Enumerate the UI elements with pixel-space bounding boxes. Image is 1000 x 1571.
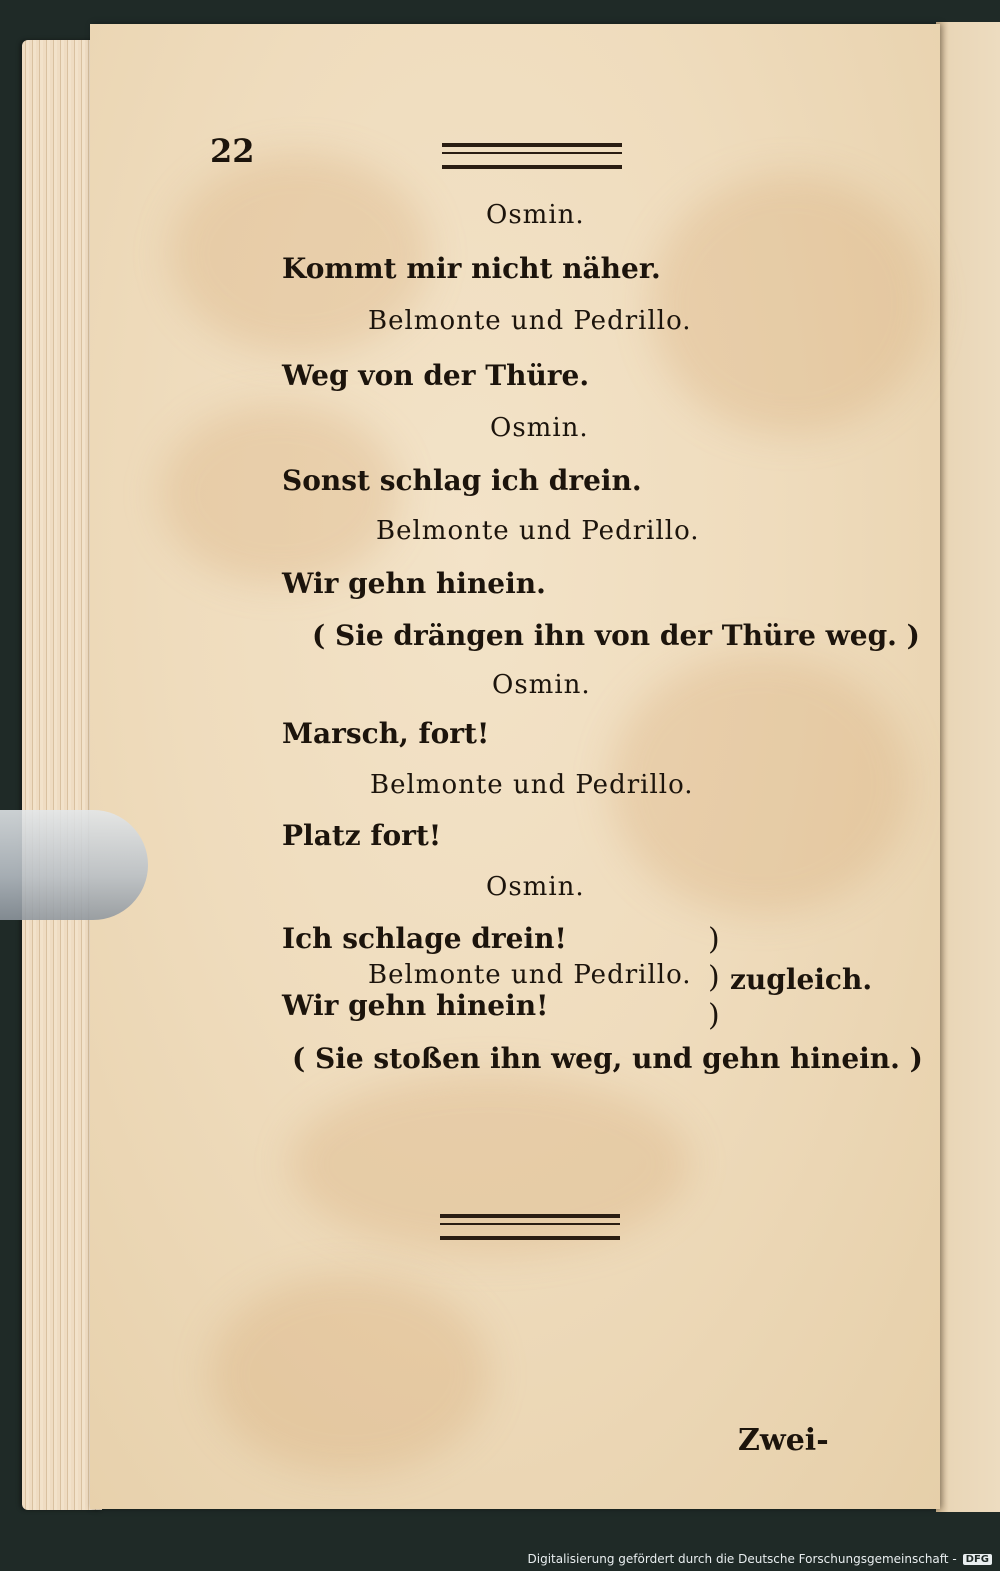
stage-direction: ( Sie drängen ihn von der Thüre weg. ) [312, 619, 920, 652]
speaker-line: Belmonte und Pedrillo. [368, 960, 692, 990]
speaker-line: Belmonte und Pedrillo. [376, 516, 700, 546]
speaker-line: Osmin. [486, 872, 585, 902]
speech-line: Kommt mir nicht näher. [282, 252, 661, 285]
speech-line: Weg von der Thüre. [282, 359, 590, 392]
header-rule [442, 143, 622, 169]
speaker-line: Osmin. [492, 670, 591, 700]
bookmark-clip [0, 810, 148, 920]
speaker-line: Osmin. [490, 413, 589, 443]
bracket-paren: ) [708, 998, 720, 1033]
stage-direction: ( Sie stoßen ihn weg, und gehn hinein. ) [292, 1042, 923, 1075]
speech-line: Wir gehn hinein. [282, 567, 546, 600]
facing-page [936, 22, 1000, 1512]
footer-rule [440, 1214, 620, 1240]
catchword: Zwei- [738, 1423, 829, 1458]
speech-line: Marsch, fort! [282, 717, 490, 750]
speech-line: Ich schlage drein! [282, 922, 567, 955]
speech-line: Wir gehn hinein! [282, 989, 549, 1022]
bracket-paren: ) [708, 922, 720, 957]
speaker-line: Belmonte und Pedrillo. [368, 306, 692, 336]
simultaneous-marker: zugleich. [730, 963, 873, 996]
book-page [90, 24, 940, 1509]
speaker-line: Osmin. [486, 200, 585, 230]
digitization-caption [528, 1549, 993, 1569]
caption-text: Digitalisierung gefördert durch die Deutsche Forschungsgemeinschaft - [527, 1552, 957, 1566]
page-number: 22 [210, 132, 255, 170]
bracket-paren: ) [708, 960, 720, 995]
speaker-line: Belmonte und Pedrillo. [370, 770, 694, 800]
speech-line: Platz fort! [282, 819, 442, 852]
dfg-logo: DFG [963, 1554, 992, 1565]
speech-line: Sonst schlag ich drein. [282, 464, 642, 497]
